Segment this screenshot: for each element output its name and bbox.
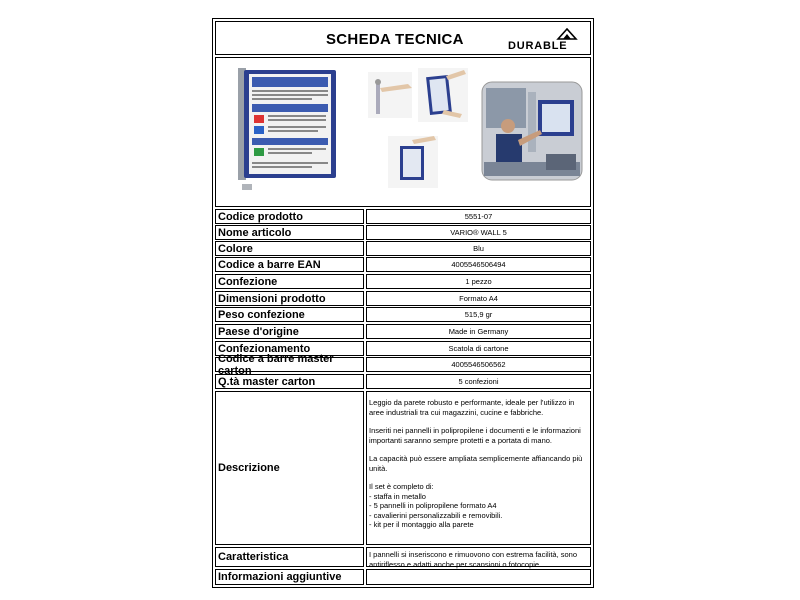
row-confezione: [215, 274, 591, 289]
description-paragraph: Leggio da parete robusto e performante, ideale per l'utilizzo in aree industriali tra cui magazzini, cucine e fabbriche.: [369, 398, 575, 417]
row-label: Codice a barre master carton: [215, 357, 364, 372]
row-value: 515,9 gr: [366, 307, 591, 322]
set-item: - cavalierini personalizzabili e removibili.: [369, 510, 503, 520]
row-label: Dimensioni prodotto: [215, 291, 364, 306]
datasheet: [212, 18, 594, 588]
row-barre-master: [215, 352, 591, 377]
product-holder-image: [388, 136, 438, 188]
product-photos: [216, 58, 590, 206]
row-descrizione: [215, 391, 591, 545]
row-value: Blu: [366, 241, 591, 256]
row-value: VARIO® WALL 5: [366, 225, 591, 240]
row-label: Codice a barre EAN: [215, 257, 364, 272]
header: [215, 21, 591, 55]
row-dimensioni: [215, 291, 591, 306]
product-images: [215, 57, 591, 207]
row-value: 5551-07: [366, 209, 591, 224]
set-contents: [369, 482, 588, 530]
product-main-image: [238, 68, 336, 190]
set-intro: Il set è completo di:: [369, 482, 434, 491]
page-title: SCHEDA TECNICA: [326, 31, 464, 48]
row-caratteristica: [215, 547, 591, 567]
row-value: Formato A4: [366, 291, 591, 306]
brand-logo: [508, 28, 584, 52]
row-codice-ean: [215, 257, 591, 272]
row-nome-articolo: [215, 225, 591, 240]
feature-text: I pannelli si inseriscono e rimuovono con estrema facilità, sono antiriflesso e adatti anche per scansioni o fotocopie.: [366, 547, 591, 567]
row-label: Confezione: [215, 274, 364, 289]
additional-info-value: [366, 569, 591, 585]
row-codice-prodotto: [215, 209, 591, 224]
row-label: Codice prodotto: [215, 209, 364, 224]
row-label: Colore: [215, 241, 364, 256]
row-label: Q.tà master carton: [215, 374, 364, 389]
description-paragraph: La capacità può essere ampliata semplicemente affiancando più unità.: [369, 454, 583, 473]
row-peso: [215, 307, 591, 322]
description-paragraph: Inseriti nei pannelli in polipropilene i documenti e le informazioni importanti saranno sempre protetti e a portata di mano.: [369, 426, 581, 445]
row-value: 1 pezzo: [366, 274, 591, 289]
row-value: 4005546506494: [366, 257, 591, 272]
description-text: [366, 391, 591, 545]
row-value: Made in Germany: [366, 324, 591, 339]
product-usage-photo: [482, 82, 582, 180]
set-item: - kit per il montaggio alla parete: [369, 520, 474, 529]
row-label: Confezionamento: [215, 341, 364, 356]
row-colore: [215, 241, 591, 256]
row-label: Paese d'origine: [215, 324, 364, 339]
row-qta-master: [215, 374, 591, 389]
row-value: 4005546506562: [366, 357, 591, 372]
row-paese-origine: [215, 324, 591, 339]
row-value: 5 confezioni: [366, 374, 591, 389]
row-value: Scatola di cartone: [366, 341, 591, 356]
row-label: Peso confezione: [215, 307, 364, 322]
brand-name: DURABLE: [508, 40, 568, 52]
set-item: - 5 pannelli in polipropilene formato A4: [369, 501, 497, 510]
row-label: Descrizione: [215, 391, 364, 545]
row-label: Informazioni aggiuntive: [215, 569, 364, 585]
row-informazioni: [215, 569, 591, 585]
product-insert-image: [418, 68, 468, 122]
set-item: - staffa in metallo: [369, 491, 426, 501]
brand-mark-icon: [556, 28, 578, 40]
product-bracket-image: [368, 72, 412, 118]
row-label: Caratteristica: [215, 547, 364, 567]
row-label: Nome articolo: [215, 225, 364, 240]
